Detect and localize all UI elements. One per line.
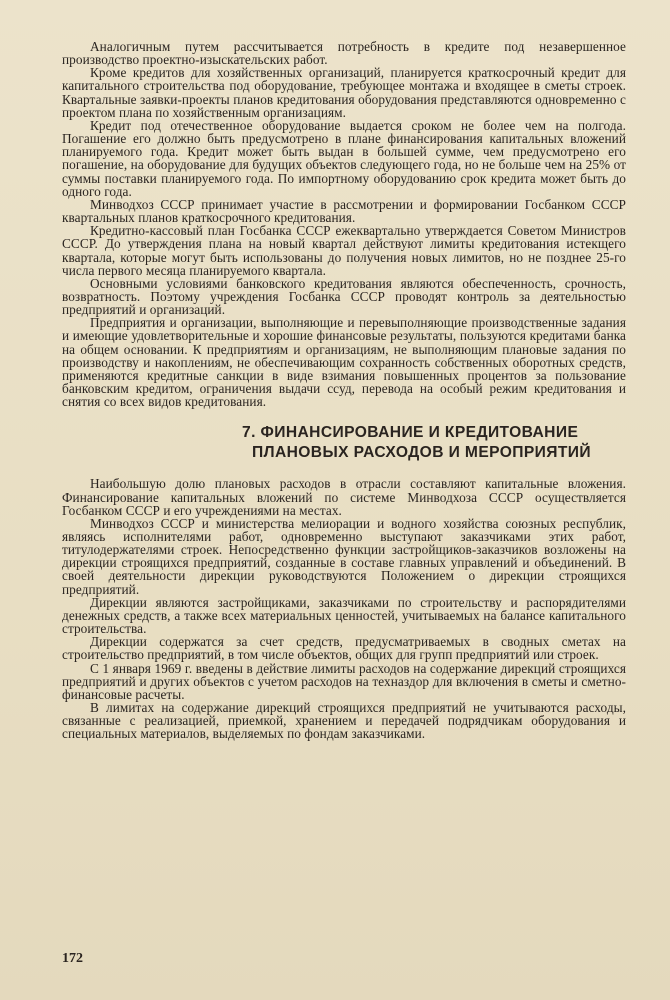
paragraph: С 1 января 1969 г. введены в действие лимиты расходов на содержание дирекций строящихся предприятий и других объектов с учетом расходов на техназдор для включения в сметы и сметно-финансовые расчеты.: [62, 660, 626, 702]
section-heading-line-1: 7. ФИНАНСИРОВАНИЕ И КРЕДИТОВАНИЕ: [242, 424, 579, 442]
text-block-after: [62, 477, 626, 740]
paragraph: Предприятия и организации, выполняющие и перевыполняющие производственные задания и имеющие удовлетворительные и хорошие финансовые результаты, пользуются кредитами банка на общем основании. К предприятиям и организациям, не выполняющим плановые задания по производству и накоплениям, не обеспечивающим сохранность собственных оборотных средств, применяются кредитные санкции в виде взимания повышенных процентов за пользование банковским кредитом, ограничения выдачи ссуд, перевода на особый режим кредитования и снятия со всех видов кредитования.: [62, 315, 626, 410]
paragraph: Аналогичным путем рассчитывается потребность в кредите под незавершенное производство проектно-изыскательских работ.: [62, 39, 626, 68]
paragraph: Кредитно-кассовый план Госбанка СССР ежеквартально утверждается Советом Министров СССР. До утверждения плана на новый квартал действуют лимиты кредитования истекщего квартала, которые могут быть использованы до получения новых лимитов, но не позднее 25-го числа первого месяца планируемого квартала.: [62, 223, 626, 278]
paragraph: Основными условиями банковского кредитования являются обеспеченность, срочность, возвратность. Поэтому учреждения Госбанка СССР проводят контроль за деятельностью предприятий и организаций.: [62, 275, 626, 318]
paragraph: Кредит под отечественное оборудование выдается сроком не более чем на полгода. Погашение его должно быть предусмотрено в плане финансирования капитальных вложений планируемого года. Кредит может быть выдан в большей сумме, чем предусмотрено его погашение, на оборудование для будущих объектов следующего года, но не больше чем на 25% от суммы поставки планируемого года. По импортному оборудованию срок кредита может быть до одного года.: [62, 117, 626, 199]
page-number: 172: [62, 951, 83, 966]
paragraph: Минводхоз СССР и министерства мелиорации и водного хозяйства союзных республик, являясь исполнителями работ, одновременно выступают заказчиками этих работ, титулодержателями строек. Непосредственно функции застройщиков-заказчиков возложены на дирекции строящихся предприятий, созданные в составе главных управлений и объединений. В своей деятельности дирекции руководствуются Положением о дирекции строящихся предприятий.: [62, 515, 626, 597]
text-block-before: [62, 40, 626, 408]
paragraph: Кроме кредитов для хозяйственных организаций, планируется краткосрочный кредит для капитального строительства под оборудование, требующее монтажа и входящее в сметы строек. Квартальные заявки-проекты планов кредитования оборудования представляются одновременно с проектом плана по хозяйственным организациям.: [62, 65, 626, 120]
section-heading-line-2: ПЛАНОВЫХ РАСХОДОВ И МЕРОПРИЯТИЙ: [252, 444, 592, 462]
paragraph: Минводхоз СССР принимает участие в рассмотрении и формировании Госбанком СССР квартальных планов краткосрочного кредитования.: [62, 196, 626, 226]
paragraph: Дирекции содержатся за счет средств, предусматриваемых в сводных сметах на строительство предприятий, в том числе объектов, общих для групп предприятий или строек.: [62, 634, 626, 663]
paragraph: Наибольшую долю плановых расходов в отрасли составляют капитальные вложения. Финансирование капитальных вложений по системе Минводхоза СССР осуществляется Госбанком СССР и его учреждениями на местах.: [62, 476, 626, 518]
paragraph: Дирекции являются застройщиками, заказчиками по строительству и распорядителями денежных средств, а также всех материальных ценностей, учитываемых на балансе капитального строительства.: [62, 594, 626, 637]
section-heading: [242, 423, 626, 463]
paragraph: В лимитах на содержание дирекций строящихся предприятий не учитываются расходы, связанные с реализацией, приемкой, хранением и передачей подрядчикам оборудования и специальных материалов, выделяемых по фондам заказчиками.: [62, 700, 626, 742]
